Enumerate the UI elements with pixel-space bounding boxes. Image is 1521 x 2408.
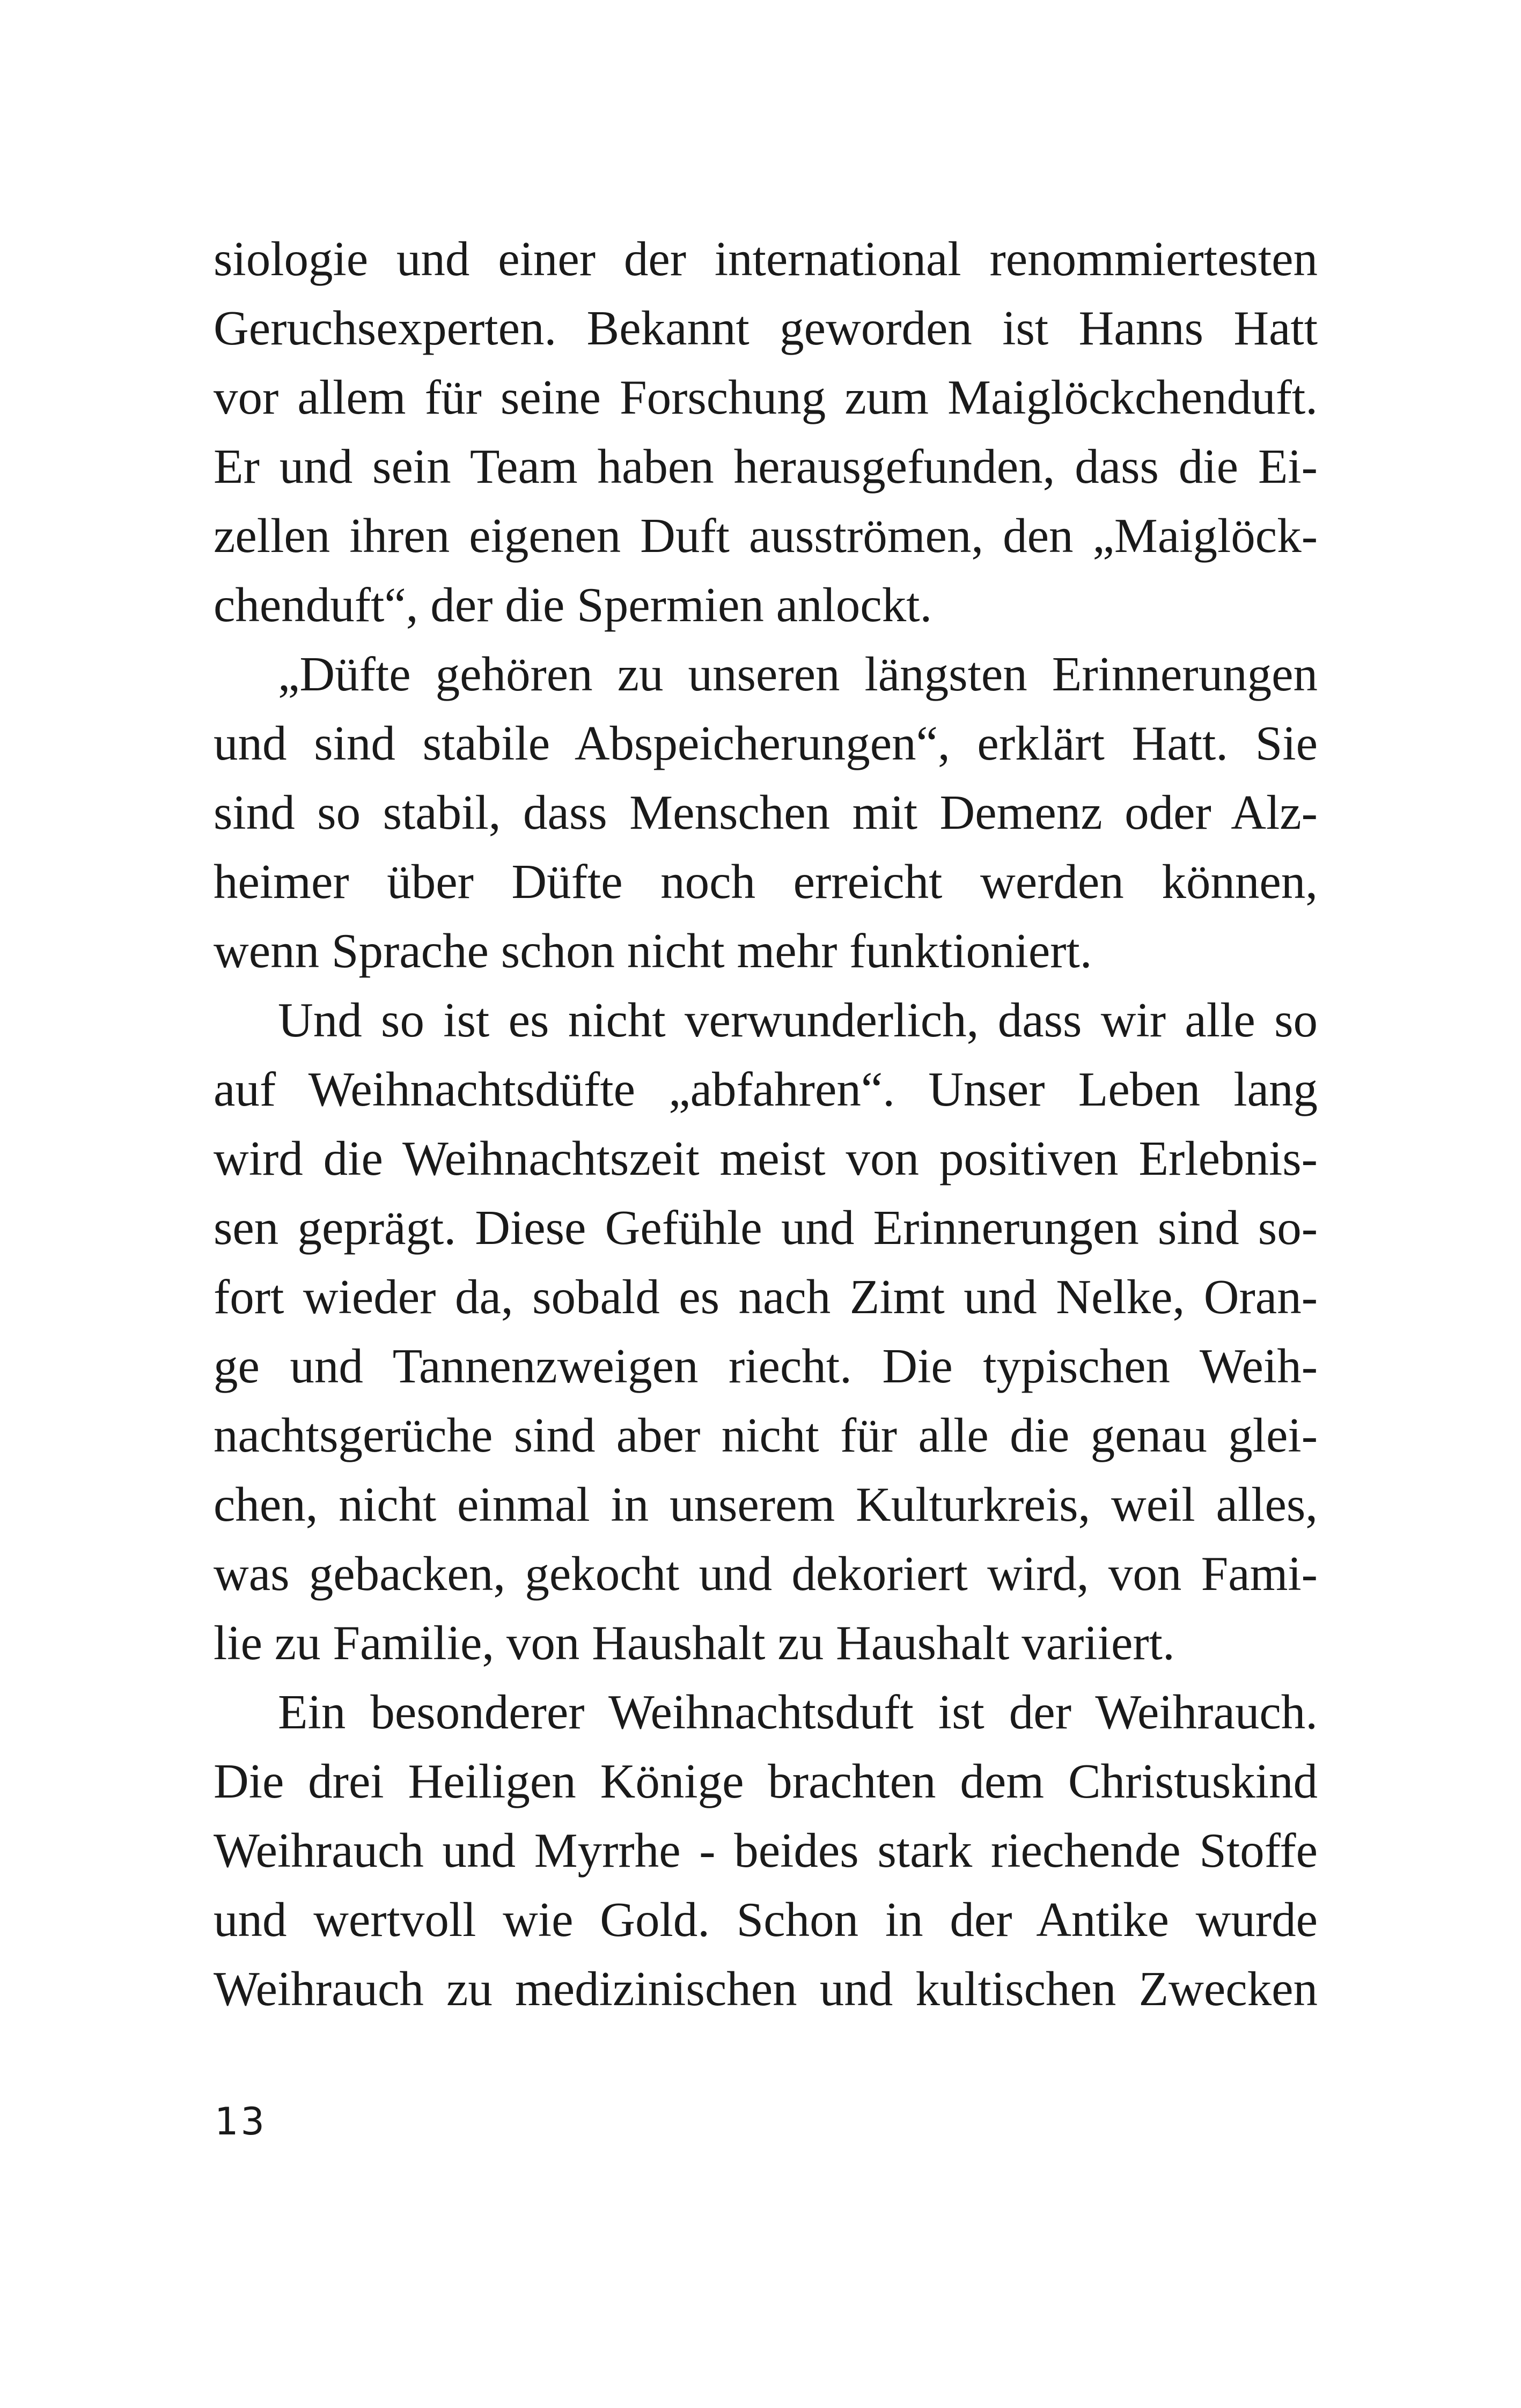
text-line: sind so stabil, dass Menschen mit Demenz oder Alz- <box>214 785 1318 840</box>
text-line: Er und sein Team haben herausgefunden, dass die Ei- <box>214 439 1318 494</box>
text-line: chen, nicht einmal in unserem Kulturkreis, weil alles, <box>214 1477 1318 1531</box>
text-line: fort wieder da, sobald es nach Zimt und Nelke, Oran- <box>214 1270 1318 1324</box>
text-line: vor allem für seine Forschung zum Maiglöckchenduft. <box>214 370 1318 424</box>
text-line: Ein besonderer Weihnachtsduft ist der Weihrauch. <box>278 1685 1318 1739</box>
text-line: Weihrauch zu medizinischen und kultischen Zwecken <box>214 1962 1318 2016</box>
text-line: Und so ist es nicht verwunderlich, dass wir alle so <box>278 993 1318 1047</box>
text-line: was gebacken, gekocht und dekoriert wird, von Fami- <box>214 1547 1318 1601</box>
text-line: wenn Sprache schon nicht mehr funktioniert. <box>214 924 1092 978</box>
paragraph-4 <box>214 1677 1318 2023</box>
text-line: und sind stabile Abspeicherungen“, erklärt Hatt. Sie <box>214 716 1318 770</box>
text-line: zellen ihren eigenen Duft ausströmen, den „Maiglöck- <box>214 509 1318 563</box>
paragraph-3 <box>214 985 1318 1677</box>
text-line: heimer über Düfte noch erreicht werden können, <box>214 855 1318 909</box>
body-text <box>214 224 1318 2023</box>
paragraph-2 <box>214 639 1318 985</box>
text-line: „Düfte gehören zu unseren längsten Erinnerungen <box>278 647 1318 701</box>
text-line: auf Weihnachtsdüfte „abfahren“. Unser Leben lang <box>214 1062 1318 1116</box>
text-line: lie zu Familie, von Haushalt zu Haushalt variiert. <box>214 1616 1175 1670</box>
text-line: chenduft“, der die Spermien anlockt. <box>214 578 932 632</box>
text-line: Geruchsexperten. Bekannt geworden ist Hanns Hatt <box>214 301 1318 355</box>
text-line: ge und Tannenzweigen riecht. Die typischen Weih- <box>214 1339 1318 1393</box>
text-line: sen geprägt. Diese Gefühle und Erinnerungen sind so- <box>214 1201 1318 1255</box>
text-line: nachtsgerüche sind aber nicht für alle die genau glei- <box>214 1408 1318 1462</box>
text-line: wird die Weihnachtszeit meist von positiven Erlebnis- <box>214 1131 1318 1185</box>
text-line: und wertvoll wie Gold. Schon in der Antike wurde <box>214 1892 1318 1947</box>
text-line: Weihrauch und Myrrhe - beides stark riechende Stoffe <box>214 1823 1318 1877</box>
text-line: siologie und einer der international renommiertesten <box>214 232 1318 286</box>
text-line: Die drei Heiligen Könige brachten dem Christuskind <box>214 1754 1318 1808</box>
paragraph-1 <box>214 224 1318 639</box>
page-number: 13 <box>215 2100 267 2144</box>
